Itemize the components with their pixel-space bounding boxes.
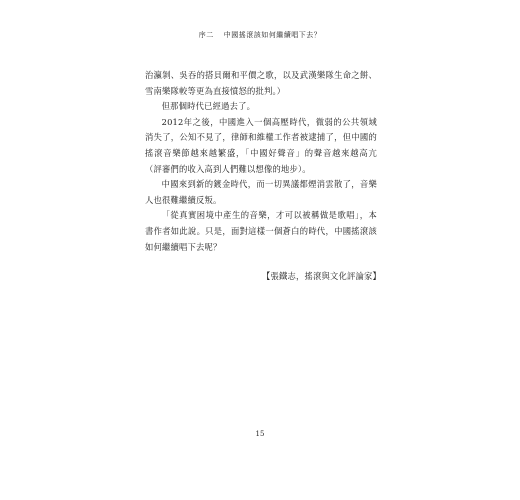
paragraph-5: 「從真實困境中產生的音樂，才可以被稱做是歌唱」，本書作者如此說。只是，面對這樣一個蒼白的時代，中國搖滾該如何繼續唱下去呢？ <box>145 210 377 252</box>
page-number: 15 <box>255 430 265 438</box>
paragraph-4: 中國來到新的鍍金時代，而一切異議都煙消雲散了，音樂人也很難繼續反叛。 <box>145 179 377 205</box>
body-text <box>145 68 377 255</box>
running-header <box>0 30 520 40</box>
chapter-title: 中國搖滾該如何繼續唱下去？ <box>223 31 322 39</box>
paragraph-3: 2012年之後，中國進入一個高壓時代，微弱的公共領域消失了，公知不見了，律師和維權工作者被逮捕了，但中國的搖滾音樂節越來越繁盛，「中國好聲音」的聲音越來越高亢（評審們的收入高到人們難以想像的地步）。 <box>145 116 377 174</box>
chapter-label: 序二 <box>198 31 214 39</box>
author-signature: 【張鐵志，搖滾與文化評論家】 <box>262 271 381 281</box>
paragraph-2: 但那個時代已經過去了。 <box>161 101 256 112</box>
paragraph-1: 治瀛剝、吳吞的搭貝爾和平價之歌，以及武漢樂隊生命之餅、雪南樂隊較等更為直接憤怒的批判。） <box>145 70 377 96</box>
